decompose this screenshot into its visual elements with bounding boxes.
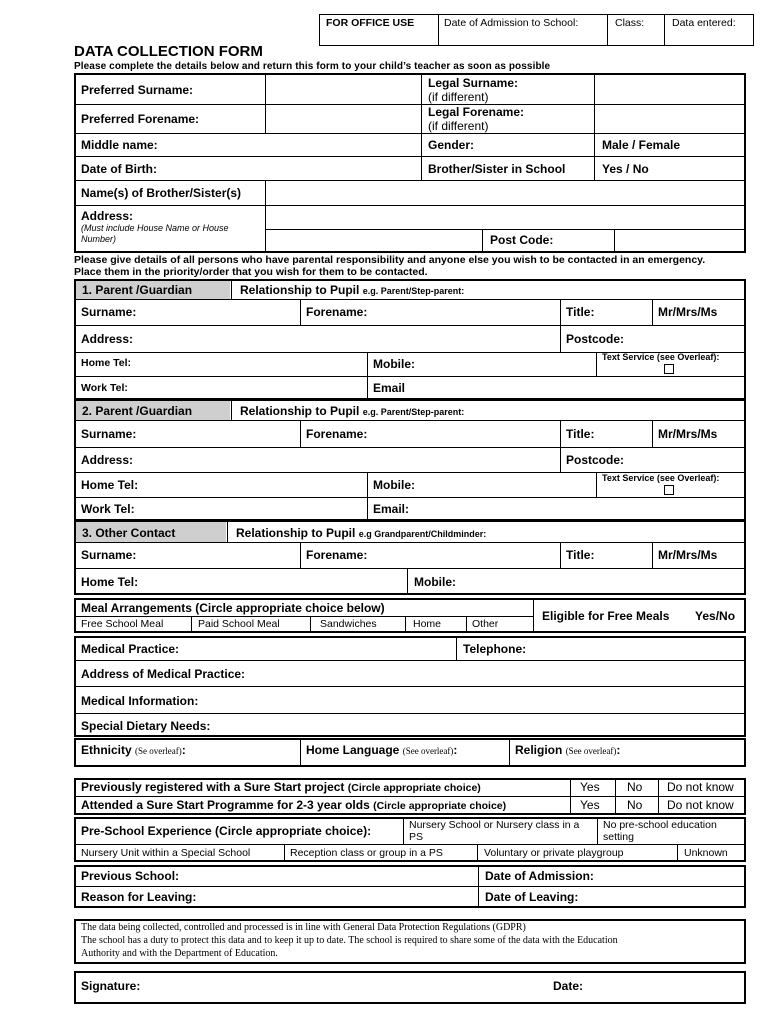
contact-2-mobile-field[interactable]: Mobile: bbox=[373, 478, 415, 492]
office-admission-field[interactable]: Date of Admission to School: bbox=[444, 17, 579, 29]
meal-option-home[interactable]: Home bbox=[413, 618, 442, 630]
contact-3-relationship-field[interactable]: Relationship to Pupil e.g Grandparent/Childminder: bbox=[236, 526, 487, 540]
meal-option-free[interactable]: Free School Meal bbox=[81, 618, 164, 630]
contact-2-heading: 2. Parent /Guardian bbox=[82, 404, 193, 418]
sibling-names-field[interactable]: Name(s) of Brother/Sister(s) bbox=[81, 186, 242, 200]
gender-field[interactable]: Gender: bbox=[428, 138, 475, 152]
religion-field[interactable]: Religion (See overleaf): bbox=[515, 743, 621, 757]
contact-1-title-field[interactable]: Title: bbox=[566, 305, 595, 319]
preschool-option-nursery-school[interactable]: Nursery School or Nursery class in a PS bbox=[409, 819, 580, 843]
office-data-entered-field[interactable]: Data entered: bbox=[672, 17, 736, 29]
preferred-surname-field[interactable]: Preferred Surname: bbox=[81, 83, 194, 97]
contact-3-title-field[interactable]: Title: bbox=[566, 548, 595, 562]
surestart-q1-yes[interactable]: Yes bbox=[580, 780, 600, 794]
contact-1-title-options[interactable]: Mr/Mrs/Ms bbox=[658, 305, 718, 319]
contact-1-relationship-field[interactable]: Relationship to Pupil e.g. Parent/Step-parent: bbox=[240, 283, 465, 297]
address-field[interactable]: Address: bbox=[81, 209, 134, 223]
contact-3-forename-field[interactable]: Forename: bbox=[306, 548, 368, 562]
contact-2-forename-field[interactable]: Forename: bbox=[306, 427, 368, 441]
surestart-q1-label: Previously registered with a Sure Start project (Circle appropriate choice) bbox=[81, 780, 481, 794]
previous-school-field[interactable]: Previous School: bbox=[81, 869, 180, 883]
signature-date-field[interactable]: Date: bbox=[553, 979, 584, 993]
medical-telephone-field[interactable]: Telephone: bbox=[463, 642, 527, 656]
surestart-q2-no[interactable]: No bbox=[627, 798, 643, 812]
preschool-option-reception[interactable]: Reception class or group in a PS bbox=[290, 847, 443, 859]
contacts-intro: Please give details of all persons who have parental responsibility and anyone else you wish to be contacted in an emergency. Place them in the priority/order that you wish for them to be contacted. bbox=[74, 254, 706, 278]
gdpr-line-2: The school has a duty to protect this data and to keep it up to date. The school is required to share some of the data with the Education bbox=[81, 935, 618, 946]
contact-1-home-tel-field[interactable]: Home Tel: bbox=[81, 357, 131, 369]
meal-option-other[interactable]: Other bbox=[472, 618, 499, 630]
preschool-option-none[interactable]: No pre-school education setting bbox=[603, 819, 717, 843]
contact-2-title-options[interactable]: Mr/Mrs/Ms bbox=[658, 427, 718, 441]
meal-option-sandwiches[interactable]: Sandwiches bbox=[320, 618, 377, 630]
preschool-option-unknown[interactable]: Unknown bbox=[684, 847, 728, 859]
page-title: DATA COLLECTION FORM bbox=[74, 43, 263, 60]
contact-3-title-options[interactable]: Mr/Mrs/Ms bbox=[658, 548, 718, 562]
contact-1-surname-field[interactable]: Surname: bbox=[81, 305, 137, 319]
medical-info-field[interactable]: Medical Information: bbox=[81, 694, 199, 708]
legal-forename-note: (if different) bbox=[428, 119, 489, 133]
free-meals-eligible-label: Eligible for Free Meals bbox=[542, 609, 670, 623]
contact-1-mobile-field[interactable]: Mobile: bbox=[373, 357, 415, 371]
free-meals-yes-no[interactable]: Yes/No bbox=[695, 609, 736, 623]
surestart-q2-label: Attended a Sure Start Programme for 2-3 year olds (Circle appropriate choice) bbox=[81, 798, 507, 812]
meal-title: Meal Arrangements (Circle appropriate choice below) bbox=[81, 601, 385, 615]
dietary-needs-field[interactable]: Special Dietary Needs: bbox=[81, 719, 211, 733]
previous-admission-date-field[interactable]: Date of Admission: bbox=[485, 869, 594, 883]
contact-3-mobile-field[interactable]: Mobile: bbox=[414, 575, 456, 589]
office-class-field[interactable]: Class: bbox=[615, 17, 645, 29]
reason-for-leaving-field[interactable]: Reason for Leaving: bbox=[81, 890, 197, 904]
date-of-leaving-field[interactable]: Date of Leaving: bbox=[485, 890, 579, 904]
preferred-forename-field[interactable]: Preferred Forename: bbox=[81, 112, 200, 126]
office-use-title: FOR OFFICE USE bbox=[326, 17, 415, 29]
contact-3-home-tel-field[interactable]: Home Tel: bbox=[81, 575, 139, 589]
gdpr-line-1: The data being collected, controlled and processed is in line with General Data Protection Regulations (GDPR) bbox=[81, 922, 526, 933]
surestart-q1-dont-know[interactable]: Do not know bbox=[667, 780, 734, 794]
gender-options[interactable]: Male / Female bbox=[602, 138, 681, 152]
home-language-field[interactable]: Home Language (See overleaf): bbox=[306, 743, 458, 757]
preschool-option-playgroup[interactable]: Voluntary or private playgroup bbox=[484, 847, 624, 859]
contact-1-postcode-field[interactable]: Postcode: bbox=[566, 332, 625, 346]
meal-option-paid[interactable]: Paid School Meal bbox=[198, 618, 280, 630]
contact-2-text-service-label: Text Service (see Overleaf): bbox=[602, 473, 720, 483]
contact-2-surname-field[interactable]: Surname: bbox=[81, 427, 137, 441]
contact-1-email-field[interactable]: Email bbox=[373, 381, 406, 395]
contact-1-forename-field[interactable]: Forename: bbox=[306, 305, 368, 319]
gdpr-line-3: Authority and with the Department of Education. bbox=[81, 948, 278, 959]
legal-surname-field[interactable]: Legal Surname: bbox=[428, 76, 519, 90]
surestart-q1-no[interactable]: No bbox=[627, 780, 643, 794]
surestart-q2-dont-know[interactable]: Do not know bbox=[667, 798, 734, 812]
date-of-birth-field[interactable]: Date of Birth: bbox=[81, 162, 157, 176]
sibling-yes-no[interactable]: Yes / No bbox=[602, 162, 649, 176]
legal-surname-note: (if different) bbox=[428, 90, 489, 104]
contact-1-text-service-label: Text Service (see Overleaf): bbox=[602, 352, 720, 362]
form-subtitle: Please complete the details below and return this form to your child’s teacher as soon as possible bbox=[74, 61, 551, 72]
middle-name-field[interactable]: Middle name: bbox=[81, 138, 158, 152]
contact-2-text-service-checkbox[interactable] bbox=[664, 485, 674, 495]
signature-field[interactable]: Signature: bbox=[81, 979, 141, 993]
preschool-option-special-school[interactable]: Nursery Unit within a Special School bbox=[81, 847, 251, 859]
contact-2-title-field[interactable]: Title: bbox=[566, 427, 595, 441]
contact-1-address-field[interactable]: Address: bbox=[81, 332, 134, 346]
contact-3-surname-field[interactable]: Surname: bbox=[81, 548, 137, 562]
preschool-title: Pre-School Experience (Circle appropriate choice): bbox=[81, 824, 372, 838]
contact-3-heading: 3. Other Contact bbox=[82, 526, 176, 540]
contact-2-relationship-field[interactable]: Relationship to Pupil e.g. Parent/Step-parent: bbox=[240, 404, 465, 418]
surestart-q2-yes[interactable]: Yes bbox=[580, 798, 600, 812]
contact-2-work-tel-field[interactable]: Work Tel: bbox=[81, 502, 135, 516]
child-postcode-field[interactable]: Post Code: bbox=[490, 233, 554, 247]
contact-2-postcode-field[interactable]: Postcode: bbox=[566, 453, 625, 467]
contact-1-text-service-checkbox[interactable] bbox=[664, 364, 674, 374]
address-note: (Must include House Name or House Number) bbox=[81, 223, 229, 244]
ethnicity-field[interactable]: Ethnicity (Se overleaf): bbox=[81, 743, 186, 757]
medical-practice-field[interactable]: Medical Practice: bbox=[81, 642, 180, 656]
contact-2-address-field[interactable]: Address: bbox=[81, 453, 134, 467]
contact-1-heading: 1. Parent /Guardian bbox=[82, 283, 193, 297]
signature-box bbox=[74, 971, 746, 1004]
contact-2-email-field[interactable]: Email: bbox=[373, 502, 410, 516]
legal-forename-field[interactable]: Legal Forename: bbox=[428, 105, 525, 119]
contact-2-home-tel-field[interactable]: Home Tel: bbox=[81, 478, 139, 492]
sibling-in-school-label: Brother/Sister in School bbox=[428, 162, 566, 176]
medical-address-field[interactable]: Address of Medical Practice: bbox=[81, 667, 246, 681]
contact-1-work-tel-field[interactable]: Work Tel: bbox=[81, 382, 128, 394]
